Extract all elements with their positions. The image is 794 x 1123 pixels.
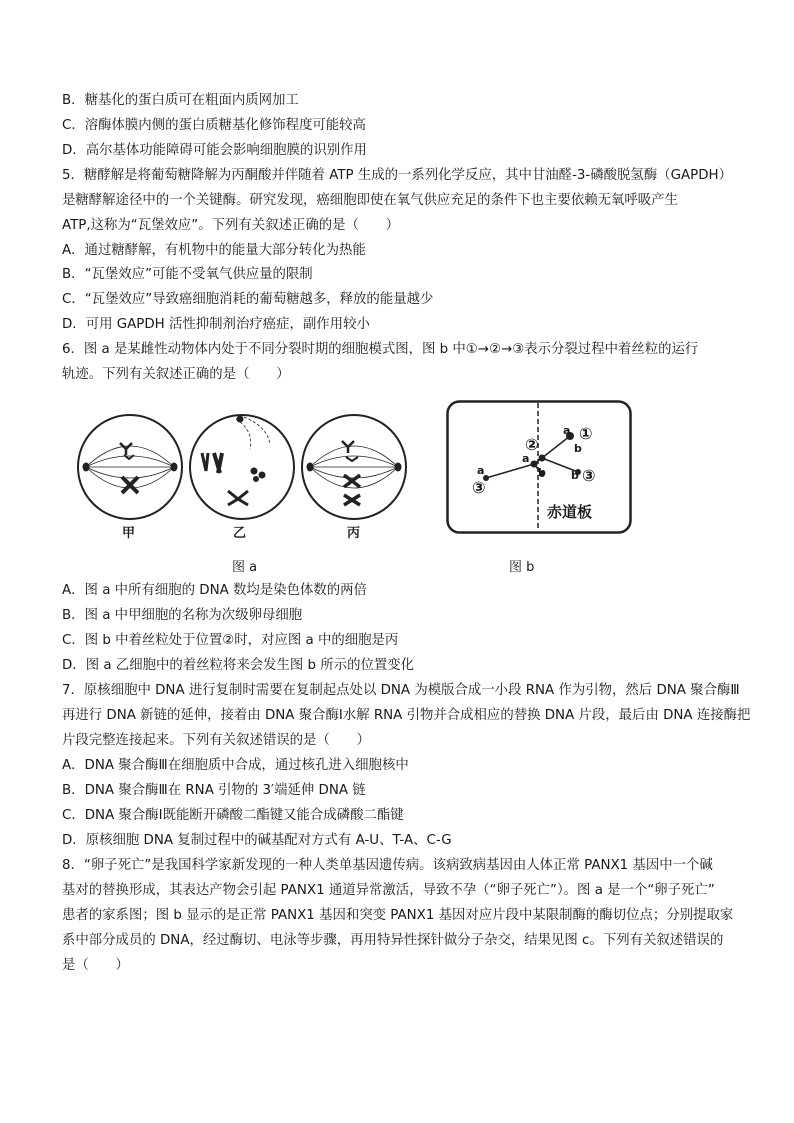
question-5-line: 5．糖酵解是将葡萄糖降解为丙酮酸并伴随着 ATP 生成的一系列化学反应，其中甘油醛-3-磷酸脱氢酶（GAPDH） [62, 168, 732, 183]
question-5-line: 是糖酵解途径中的一个关键酶。研究发现，癌细胞即使在氧气供应充足的条件下也主要依赖无氧呼吸产生 [62, 193, 678, 208]
marker-3-left: ③ [472, 478, 486, 497]
question-6-line: 轨迹。下列有关叙述正确的是（ ） [62, 367, 290, 382]
cell-label-yi: 乙 [233, 526, 247, 541]
centromere-dot [539, 455, 546, 462]
question-7-line: 片段完整连接起来。下列有关叙述错误的是（ ） [62, 733, 370, 748]
option-line: A．通过糖酵解，有机物中的能量大部分转化为热能 [62, 243, 366, 258]
figure-a-caption: 图 a [232, 560, 258, 575]
option-line: C．“瓦堡效应”导致癌细胞消耗的葡萄糖越多，释放的能量越少 [62, 292, 434, 307]
equatorial-plate-label: 赤道板 [547, 503, 593, 521]
option-line: A．DNA 聚合酶Ⅲ在细胞质中合成，通过核孔进入细胞核中 [62, 758, 409, 773]
question-8-line: 基对的替换形成，其表达产物会引起 PANX1 通道异常激活，导致不孕（“卵子死亡”）。图 a 是一个“卵子死亡” [62, 883, 715, 898]
marker-1: ① [579, 424, 593, 443]
option-line: B．糖基化的蛋白质可在粗面内质网加工 [62, 93, 299, 108]
allele-label-b: b [571, 469, 579, 482]
cell-yi [190, 415, 294, 519]
question-7-line: 7．原核细胞中 DNA 进行复制时需要在复制起点处以 DNA 为模版合成一小段 RNA 作为引物，然后 DNA 聚合酶Ⅲ [62, 683, 740, 698]
option-line: C．DNA 聚合酶Ⅰ既能断开磷酸二酯键又能合成磷酸二酯键 [62, 808, 404, 823]
cell-label-jia: 甲 [122, 526, 136, 541]
option-line: D．原核细胞 DNA 复制过程中的碱基配对方式有 A-U、T-A、C-G [62, 833, 452, 848]
allele-label-b: b [538, 466, 546, 479]
option-line: C．溶酶体膜内侧的蛋白质糖基化修饰程度可能较高 [62, 118, 366, 133]
question-8-line: 系中部分成员的 DNA，经过酶切、电泳等步骤，再用特异性探针做分子杂交，结果见图 c。下列有关叙述错误的 [62, 933, 724, 948]
cell-jia [78, 415, 182, 519]
allele-label-a: a [563, 424, 571, 437]
marker-2: ② [525, 435, 539, 454]
option-line: C．图 b 中着丝粒处于位置②时，对应图 a 中的细胞是丙 [62, 633, 399, 648]
allele-label-a: a [477, 464, 485, 477]
question-8-line: 是（ ） [62, 958, 129, 973]
centromere-dot [531, 461, 538, 468]
option-line: B．“瓦堡效应”可能不受氧气供应量的限制 [62, 267, 313, 282]
question-5-line: ATP,这称为“瓦堡效应”。下列有关叙述正确的是（ ） [62, 218, 400, 233]
option-line: D．图 a 乙细胞中的着丝粒将来会发生图 b 所示的位置变化 [62, 658, 415, 673]
question-7-line: 再进行 DNA 新链的延伸，接着由 DNA 聚合酶Ⅰ水解 RNA 引物并合成相应的替换 DNA 片段，最后由 DNA 连接酶把 [62, 708, 751, 723]
cell-bing [302, 415, 406, 519]
question-6-line: 6．图 a 是某雌性动物体内处于不同分裂时期的细胞模式图，图 b 中①→②→③表示分裂过程中着丝粒的运行 [62, 342, 699, 357]
cell-label-bing: 丙 [347, 526, 361, 541]
question-8-line: 患者的家系图；图 b 显示的是正常 PANX1 基因和突变 PANX1 基因对应片段中某限制酶的酶切位点；分别提取家 [62, 908, 734, 923]
option-line: B．图 a 中甲细胞的名称为次级卵母细胞 [62, 608, 303, 623]
marker-3-right: ③ [582, 466, 596, 485]
option-line: B．DNA 聚合酶Ⅲ在 RNA 引物的 3′端延伸 DNA 链 [62, 783, 366, 798]
allele-label-b: b [574, 442, 582, 455]
option-line: D．可用 GAPDH 活性抑制剂治疗癌症，副作用较小 [62, 317, 370, 332]
figure-b-caption: 图 b [509, 560, 535, 575]
option-line: A．图 a 中所有细胞的 DNA 数均是染色体数的两倍 [62, 583, 367, 598]
question-8-line: 8．“卵子死亡”是我国科学家新发现的一种人类单基因遗传病。该病致病基因由人体正常 PANX1 基因中一个碱 [62, 858, 713, 873]
allele-label-a: a [522, 452, 530, 465]
option-line: D．高尔基体功能障碍可能会影响细胞膜的识别作用 [62, 143, 367, 158]
